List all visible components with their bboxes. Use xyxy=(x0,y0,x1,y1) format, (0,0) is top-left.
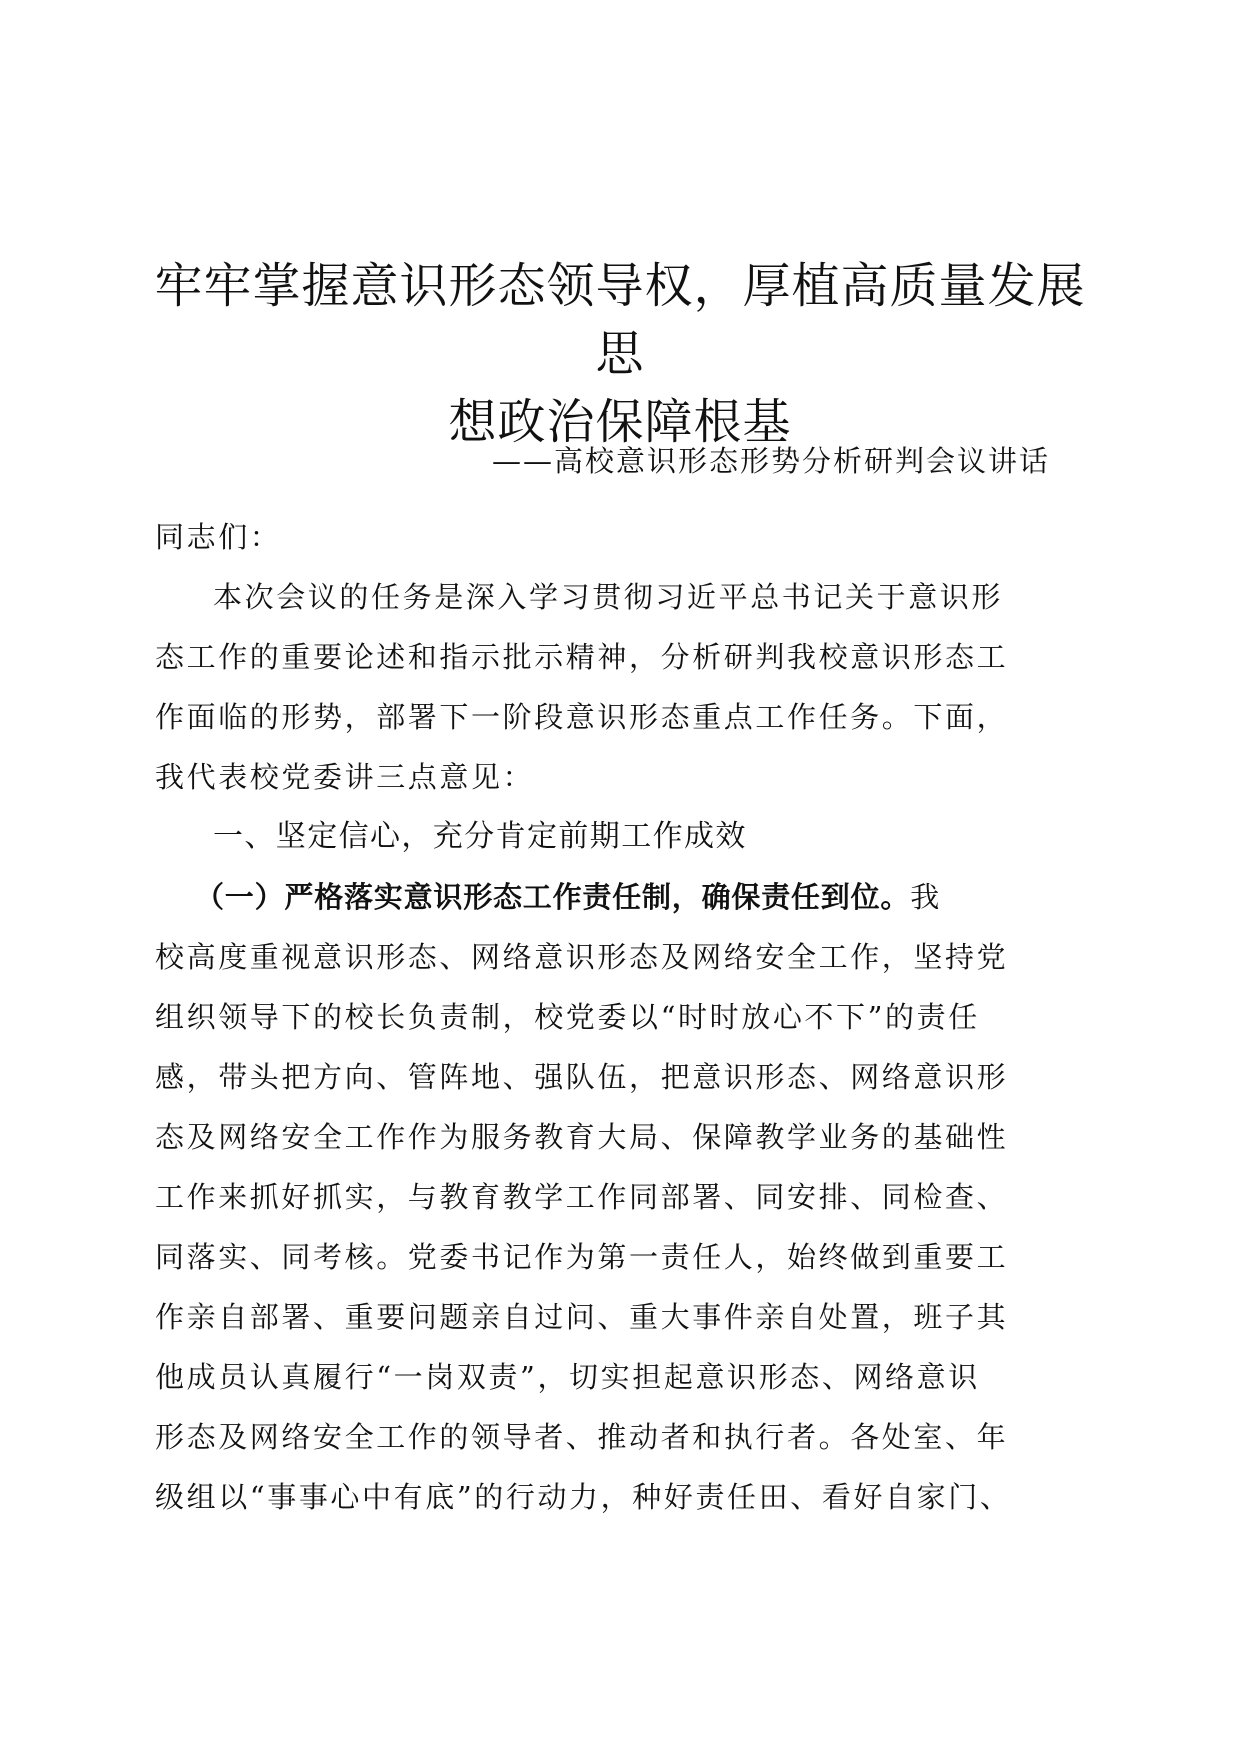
subsection-1-line-9: 形态及网络安全工作的领导者、推动者和执行者。各处室、年 xyxy=(155,1420,1009,1454)
subsection-1-line-10: 级组以“事事心中有底”的行动力，种好责任田、看好自家门、 xyxy=(155,1480,1012,1514)
subsection-1-line-3: 感，带头把方向、管阵地、强队伍，把意识形态、网络意识形 xyxy=(155,1060,1009,1094)
subsection-1-line-1: 校高度重视意识形态、网络意识形态及网络安全工作，坚持党 xyxy=(155,940,1009,974)
intro-line-1: 本次会议的任务是深入学习贯彻习近平总书记关于意识形 xyxy=(213,580,1004,614)
subsection-1-line-4: 态及网络安全工作作为服务教育大局、保障教学业务的基础性 xyxy=(155,1120,1009,1154)
title-line-2: 想政治保障根基 xyxy=(448,394,792,450)
intro-line-3: 作面临的形势，部署下一阶段意识形态重点工作任务。下面， xyxy=(155,700,1009,734)
intro-line-4: 我代表校党委讲三点意见： xyxy=(155,760,535,794)
subsection-1-line-6: 同落实、同考核。党委书记作为第一责任人，始终做到重要工 xyxy=(155,1240,1009,1274)
subsection-1-first-line xyxy=(155,877,1125,917)
subsection-1-heading: （一）严格落实意识形态工作责任制，确保责任到位。 xyxy=(195,880,911,914)
subsection-1-line-2: 组织领导下的校长负责制，校党委以“时时放心不下”的责任 xyxy=(155,1000,980,1034)
document-subtitle: ——高校意识形态形势分析研判会议讲话 xyxy=(491,444,1050,478)
salutation: 同志们： xyxy=(155,520,282,554)
intro-line-2: 态工作的重要论述和指示批示精神，分析研判我校意识形态工 xyxy=(155,640,1009,674)
document-title xyxy=(140,252,1100,456)
title-line-1: 牢牢掌握意识形态领导权，厚植高质量发展思 xyxy=(154,258,1086,382)
subsection-1-lead-tail: 我 xyxy=(910,880,942,914)
subsection-1-line-8: 他成员认真履行“一岗双责”，切实担起意识形态、网络意识 xyxy=(155,1360,980,1394)
section-1-heading: 一、坚定信心，充分肯定前期工作成效 xyxy=(213,819,747,854)
subsection-1-line-7: 作亲自部署、重要问题亲自过问、重大事件亲自处置，班子其 xyxy=(155,1300,1009,1334)
subsection-1-line-5: 工作来抓好抓实，与教育教学工作同部署、同安排、同检查、 xyxy=(155,1180,1009,1214)
